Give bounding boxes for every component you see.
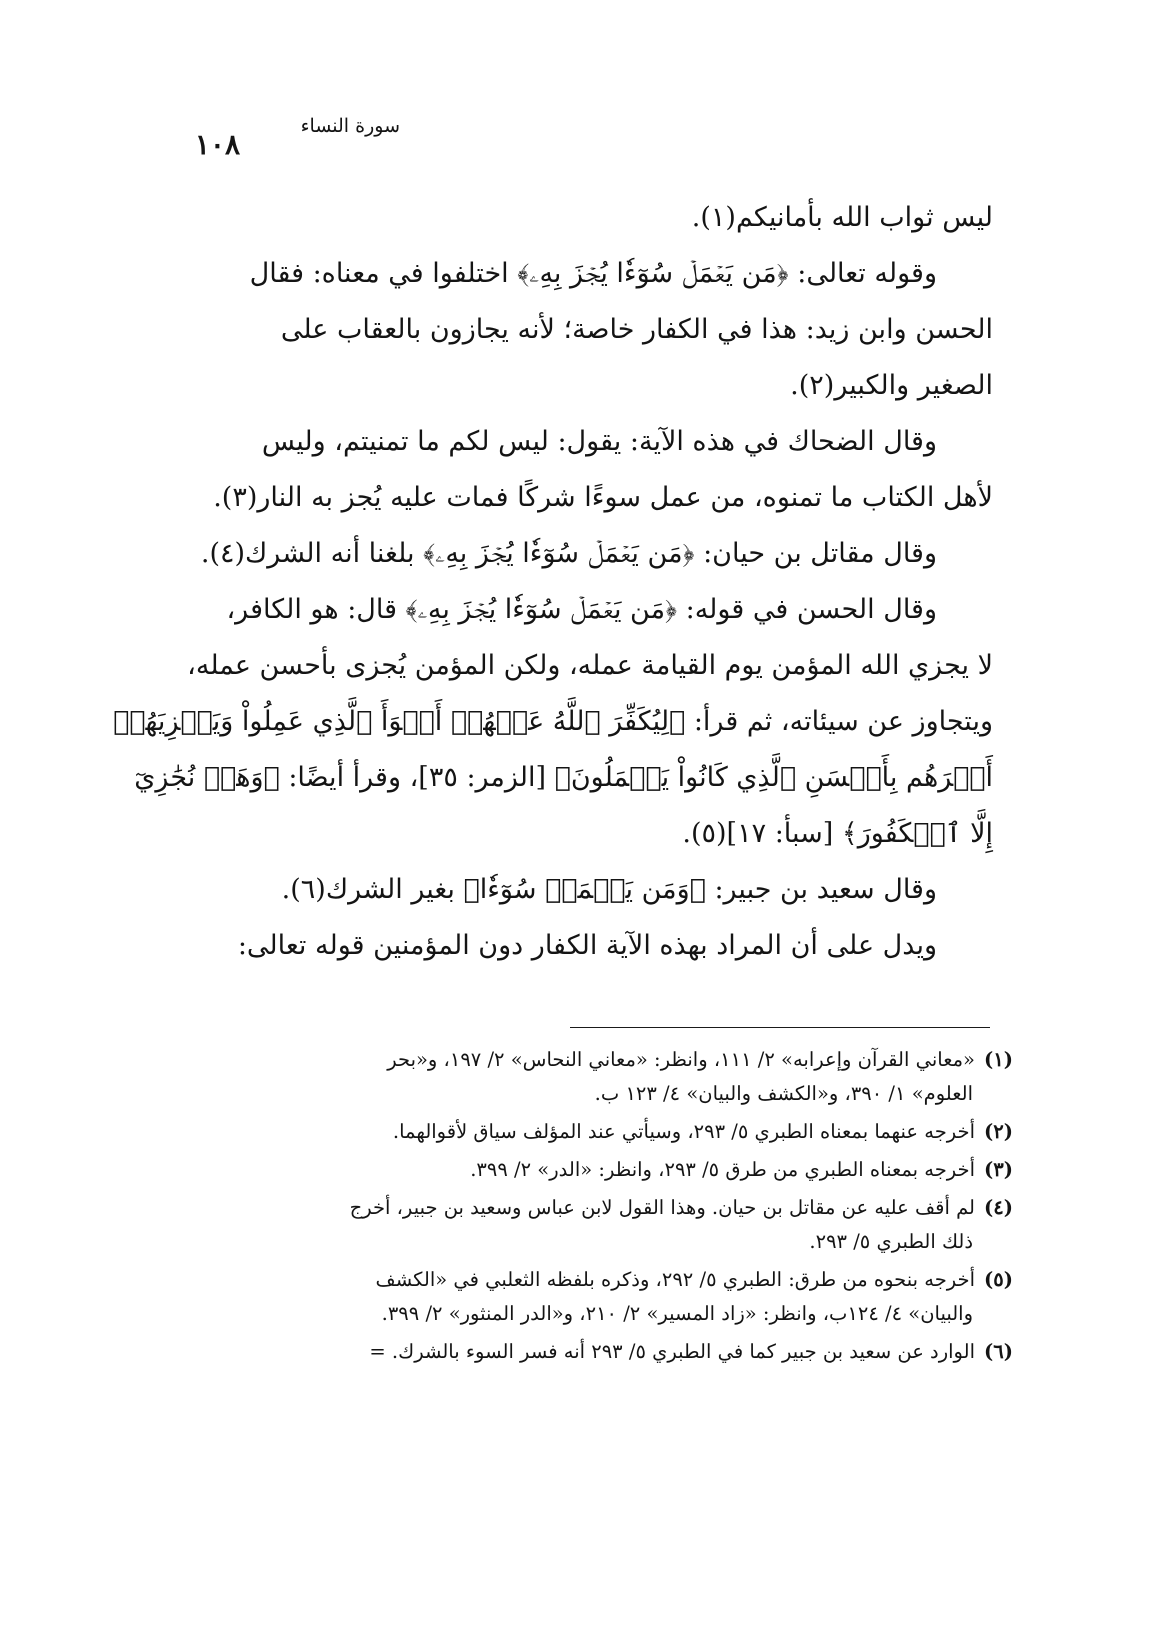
footnote-1: [143, 1043, 1013, 1111]
footnote-number: (٤): [984, 1196, 1013, 1219]
running-header-surah-title: سورة النساء: [300, 115, 400, 137]
footnote-text: والبيان» ٤/ ١٢٤ب، وانظر: «زاد المسير» ٢/ ٢١٠، و«الدر المنثور» ٢/ ٣٩٩.: [381, 1302, 973, 1325]
main-text: [113, 190, 993, 974]
text-line: ويدل على أن المراد بهذه الآية الكفار دون المؤمنين قوله تعالى:: [237, 930, 937, 961]
text-line: ويتجاوز عن سيئاته، ثم قرأ: ﴿لِيُكَفِّرَ ٱللَّهُ عَنۡهُمۡ أَسۡوَأَ ٱلَّذِي عَمِلُواْ وَيَجۡزِيَهُمۡ: [113, 706, 993, 737]
footnote-number: (٢): [984, 1120, 1013, 1143]
text-line: لأهل الكتاب ما تمنوه، من عمل سوءًا شركًا فمات عليه يُجز به النار(٣).: [213, 482, 993, 513]
text-line: الصغير والكبير(٢).: [790, 370, 993, 401]
footnote-4: [143, 1191, 1013, 1259]
footnote-text: أخرجه بنحوه من طرق: الطبري ٥/ ٢٩٢، وذكره بلفظه الثعلبي في «الكشف: [375, 1268, 975, 1291]
text-line: وقال مقاتل بن حيان: ﴿مَن يَعۡمَلۡ سُوٓءٗا يُجۡزَ بِهِۦ﴾ بلغنا أنه الشرك(٤).: [200, 538, 937, 569]
footnote-text: الوارد عن سعيد بن جبير كما في الطبري ٥/ ٢٩٣ أنه فسر السوء بالشرك. =: [369, 1340, 975, 1363]
footnote-number: (٦): [984, 1340, 1013, 1363]
footnote-number: (١): [984, 1048, 1013, 1071]
footnote-3: [143, 1153, 1013, 1187]
text-line: أَجۡرَهُم بِأَحۡسَنِ ٱلَّذِي كَانُواْ يَعۡمَلُونَ﴾ [الزمر: ٣٥]، وقرأ أيضًا: ﴿وَهَلۡ نُجَٰزِيٓ: [134, 762, 993, 793]
text-line: الحسن وابن زيد: هذا في الكفار خاصة؛ لأنه يجازون بالعقاب على: [280, 314, 993, 345]
footnote-text: أخرجه عنهما بمعناه الطبري ٥/ ٢٩٣، وسيأتي عند المؤلف سياق لأقوالهما.: [392, 1120, 975, 1143]
footnote-text: لم أقف عليه عن مقاتل بن حيان. وهذا القول لابن عباس وسعيد بن جبير، أخرج: [349, 1196, 975, 1219]
text-line: وقال الضحاك في هذه الآية: يقول: ليس لكم ما تمنيتم، وليس: [261, 426, 937, 457]
footnote-2: [143, 1115, 1013, 1149]
text-line: إِلَّا ٱلۡكَفُورَ﴾ [سبأ: ١٧](٥).: [682, 818, 993, 849]
footnote-text: «معاني القرآن وإعرابه» ٢/ ١١١، وانظر: «معاني النحاس» ٢/ ١٩٧، و«بحر: [387, 1048, 975, 1071]
text-line: وقال سعيد بن جبير: ﴿وَمَن يَعۡمَلۡ سُوٓءٗا﴾ بغير الشرك(٦).: [281, 874, 937, 905]
footnote-text: العلوم» ١/ ٣٩٠، و«الكشف والبيان» ٤/ ١٢٣ ب.: [594, 1082, 973, 1105]
text-line: وقال الحسن في قوله: ﴿مَن يَعۡمَلۡ سُوٓءٗا يُجۡزَ بِهِۦ﴾ قال: هو الكافر،: [226, 594, 937, 625]
footnote-6: [143, 1335, 1013, 1369]
text-line: لا يجزي الله المؤمن يوم القيامة عمله، ولكن المؤمن يُجزى بأحسن عمله،: [187, 650, 993, 681]
footnotes: [143, 1043, 1013, 1369]
footnote-number: (٣): [984, 1158, 1013, 1181]
footnote-number: (٥): [984, 1268, 1013, 1291]
footnote-separator: [570, 1027, 990, 1028]
footnote-text: ذلك الطبري ٥/ ٢٩٣.: [809, 1230, 973, 1253]
text-line: ليس ثواب الله بأمانيكم(١).: [691, 202, 993, 233]
page-number: ١٠٨: [194, 128, 240, 161]
footnote-text: أخرجه بمعناه الطبري من طرق ٥/ ٢٩٣، وانظر: «الدر» ٢/ ٣٩٩.: [470, 1158, 975, 1181]
text-line: وقوله تعالى: ﴿مَن يَعۡمَلۡ سُوٓءٗا يُجۡزَ بِهِۦ﴾ اختلفوا في معناه: فقال: [249, 258, 937, 289]
footnote-5: [143, 1263, 1013, 1331]
